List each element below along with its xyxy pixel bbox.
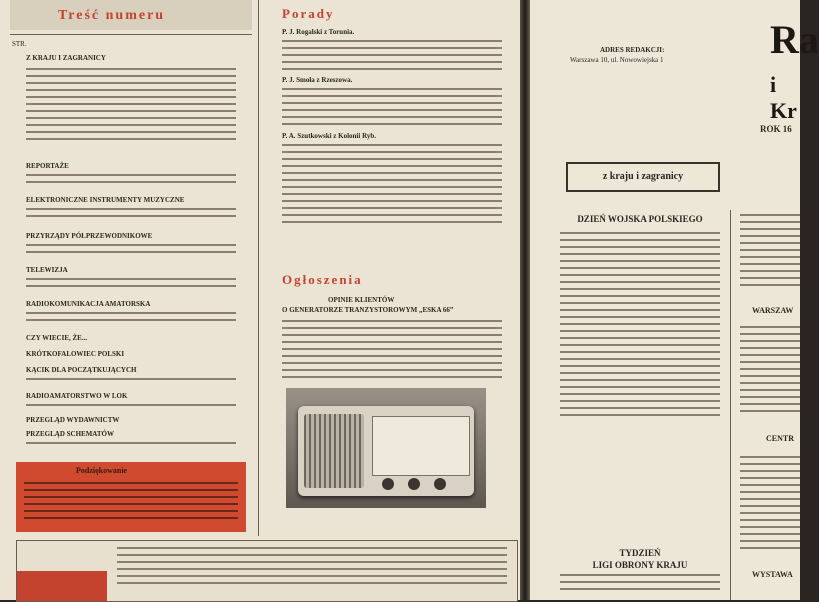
toc-entries-placeholder [26,68,236,145]
ogloszenia-title: Ogłoszenia [282,272,363,287]
radio-receiver-photo [286,388,486,508]
article-text-placeholder [560,574,720,595]
porady-title: Porady [282,6,335,21]
tuning-dial [372,416,470,476]
toc-entries-placeholder [26,404,236,411]
masthead-fragment: Ra [770,17,819,62]
editorial-info-box [16,540,518,602]
address-title: ADRES REDAKCJI: [600,46,665,54]
article-title: TYDZIEŃ [619,548,661,558]
side-text-placeholder [740,456,800,554]
article-text-placeholder [560,232,720,421]
side-heading: WARSZAW [752,306,794,315]
opinion-subtitle: O GENERATORZE TRANZYSTOROWYM „ESKA 66” [282,306,454,314]
toc-section: ELEKTRONICZNE INSTRUMENTY MUZYCZNE [26,196,185,204]
toc-section: PRZYRZĄDY PÓŁPRZEWODNIKOWE [26,232,153,240]
toc-entries-placeholder [26,278,236,292]
article-title: LIGI OBRONY KRAJU [592,560,688,570]
toc-entries-placeholder [26,208,236,222]
toc-entries-placeholder [26,442,236,449]
toc-entries-placeholder [26,174,236,188]
toc-section: CZY WIECIE, ŻE... [26,334,88,342]
side-heading: WYSTAWA [752,570,793,579]
toc-section: RADIOKOMUNIKACJA AMATORSKA [26,300,151,308]
editorial-text-placeholder [117,547,507,589]
side-heading: CENTR [766,434,795,443]
toc-entries-placeholder [26,244,236,258]
thanks-text-placeholder [24,482,238,524]
toc-section: REPORTAŻE [26,162,69,170]
address-line: Warszawa 10, ul. Nowowiejska 1 [570,56,664,64]
year-label: ROK 16 [760,124,792,134]
toc-section: TELEWIZJA [26,266,68,274]
table-of-contents [10,0,252,448]
article-title: DZIEŃ WOJSKA POLSKIEGO [577,214,703,224]
toc-title: Treść numeru [58,8,166,23]
knob-icon [382,478,394,490]
opinion-title: OPINIE KLIENTÓW [328,296,395,304]
side-text-placeholder [740,214,800,291]
column-divider [258,0,259,536]
speaker-grille [304,414,364,488]
knob-icon [408,478,420,490]
knob-icon [434,478,446,490]
book-spine [520,0,530,600]
toc-entries-placeholder [26,378,236,385]
side-text-placeholder [740,326,800,417]
advice-author: P. J. Rogalski z Torunia. [282,28,355,36]
advice-author: P. J. Smoła z Rzeszowa. [282,76,353,84]
toc-section: Z KRAJU I ZAGRANICY [26,54,106,62]
thanks-title: Podziękowanie [76,466,128,475]
toc-section: KRÓTKOFALOWIEC POLSKI [26,350,125,358]
toc-section: RADIOAMATORSTWO W LOK [26,392,128,400]
thanks-box [16,462,246,532]
divider [10,34,252,35]
column-divider [730,210,731,600]
toc-section: KĄCIK DLA POCZĄTKUJĄCYCH [26,366,137,374]
advice-author: P. A. Szutkowski z Kolonii Ryb. [282,132,377,140]
page-column-label: STR. [12,40,27,48]
advice-text-placeholder [282,88,502,130]
masthead-fragment: i Kr [770,72,797,123]
red-corner-decoration [17,571,107,601]
advice-text-placeholder [282,40,502,75]
editorial-address [570,46,720,76]
section-header: z kraju i zagranicy [566,162,720,192]
advice-and-ads-column [268,0,518,540]
radio-body [298,406,474,496]
ad-text-placeholder [282,320,502,383]
right-page [530,0,819,600]
toc-section: PRZEGLĄD WYDAWNICTW [26,416,120,424]
toc-section: PRZEGLĄD SCHEMATÓW [26,430,114,438]
toc-entries-placeholder [26,312,236,326]
advice-text-placeholder [282,144,502,228]
